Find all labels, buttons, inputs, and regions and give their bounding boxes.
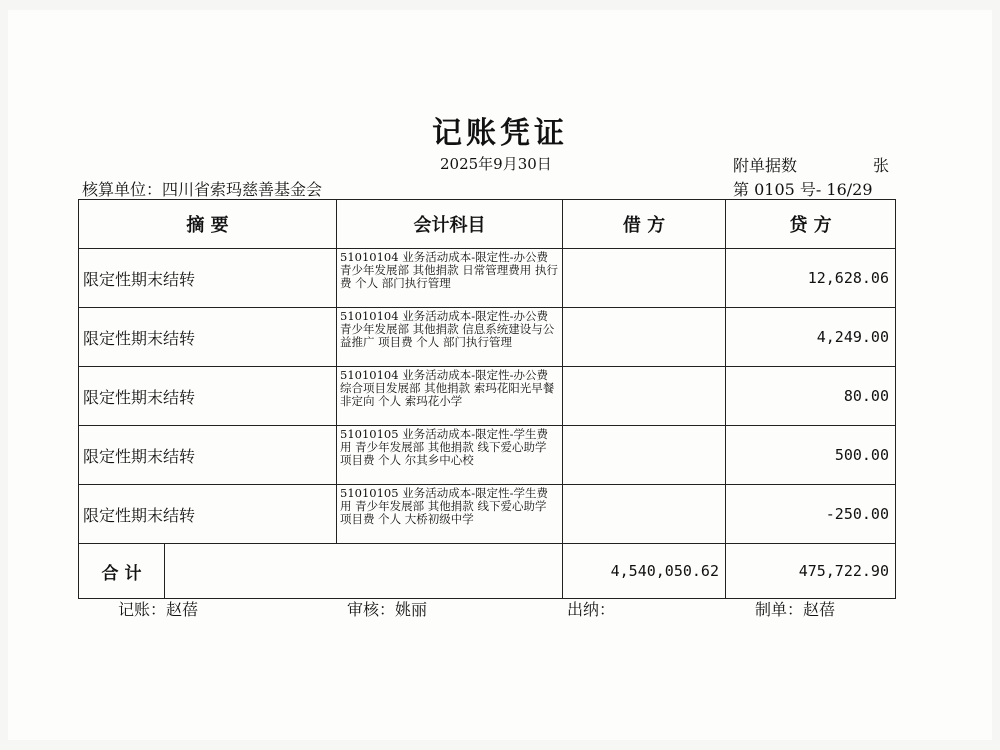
row-credit: 500.00 [726,426,896,485]
row-credit: 4,249.00 [726,308,896,367]
table-row [79,249,896,308]
row-subject: 51010105 业务活动成本-限定性-学生费用 青少年发展部 其他捐款 线下爱心助学 项目费 个人 尔其乡中心校 [337,426,563,485]
row-subject: 51010105 业务活动成本-限定性-学生费用 青少年发展部 其他捐款 线下爱心助学 项目费 个人 大桥初级中学 [337,485,563,544]
row-debit [563,308,726,367]
table-row [79,367,896,426]
header-subject: 会计科目 [337,200,563,249]
total-blank [165,544,563,599]
table-header-row [79,200,896,249]
row-summary: 限定性期末结转 [79,308,337,367]
row-subject: 51010104 业务活动成本-限定性-办公费 青少年发展部 其他捐款 日常管理费用 执行费 个人 部门执行管理 [337,249,563,308]
row-summary: 限定性期末结转 [79,367,337,426]
table-row [79,485,896,544]
preparer-signature: 制单：赵蓓 [755,600,836,619]
voucher-date: 2025年9月30日 [440,155,552,173]
reviewer-signature: 审核：姚丽 [347,600,428,619]
total-credit: 475,722.90 [726,544,896,599]
row-credit: 12,628.06 [726,249,896,308]
table-row [79,308,896,367]
cashier-signature: 出纳： [567,600,616,619]
attachments-label: 附单据数 [733,156,798,175]
row-credit: -250.00 [726,485,896,544]
total-label: 合 计 [79,544,165,599]
total-row [79,544,896,599]
row-debit [563,485,726,544]
row-subject: 51010104 业务活动成本-限定性-办公费 综合项目发展部 其他捐款 索玛花阳光早餐 非定向 个人 索玛花小学 [337,367,563,426]
row-debit [563,426,726,485]
total-debit: 4,540,050.62 [563,544,726,599]
row-summary: 限定性期末结转 [79,485,337,544]
row-subject: 51010104 业务活动成本-限定性-办公费 青少年发展部 其他捐款 信息系统建设与公益推广 项目费 个人 部门执行管理 [337,308,563,367]
header-credit: 贷 方 [726,200,896,249]
row-debit [563,367,726,426]
row-summary: 限定性期末结转 [79,426,337,485]
voucher-title: 记账凭证 [432,116,568,151]
header-summary: 摘 要 [79,200,337,249]
table-row [79,426,896,485]
accounting-unit: 核算单位：四川省索玛慈善基金会 [82,180,323,199]
row-debit [563,249,726,308]
row-summary: 限定性期末结转 [79,249,337,308]
voucher-number: 第 0105 号- 16/29 [733,180,873,199]
voucher-table [78,199,896,599]
row-credit: 80.00 [726,367,896,426]
header-debit: 借 方 [563,200,726,249]
bookkeeper-signature: 记账：赵蓓 [118,600,199,619]
attachments-unit: 张 [873,156,890,175]
